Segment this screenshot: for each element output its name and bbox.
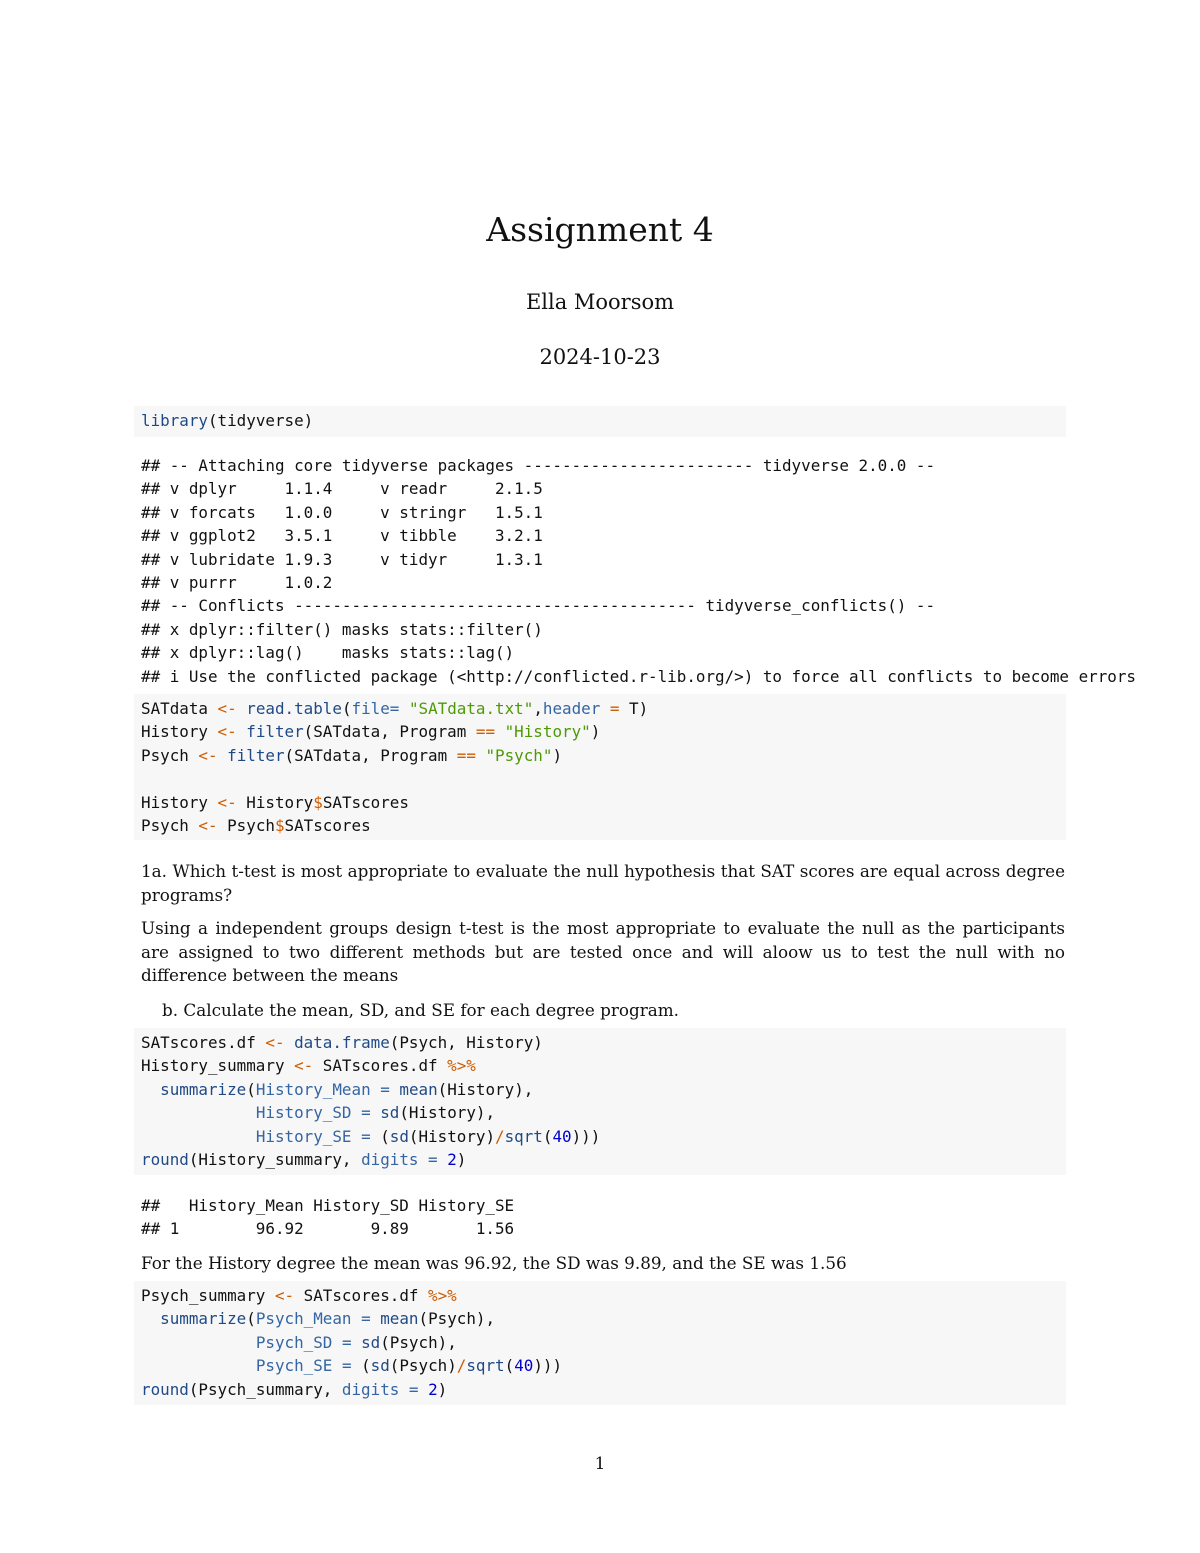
code-line: Psych_SD = sd(Psych), xyxy=(255,1332,457,1352)
history-result-text: For the History degree the mean was 96.92, the SD was 9.89, and the SE was 1.56 xyxy=(141,1253,847,1273)
code-chunk-data-load xyxy=(134,694,1066,840)
code-line: round(Psych_summary, digits = 2) xyxy=(141,1379,448,1399)
question-1a: 1a. Which t-test is most appropriate to evaluate the null hypothesis that SAT scores are equal across degree programs? xyxy=(141,861,1065,905)
code-line: SATdata <- read.table(file= "SATdata.txt",header = T) xyxy=(141,699,649,718)
code-line: SATscores.df <- data.frame(Psych, History) xyxy=(141,1033,543,1052)
document-date: 2024-10-23 xyxy=(539,345,661,369)
code-line: round(History_summary, digits = 2) xyxy=(141,1149,467,1169)
output-line: ## -- Conflicts ------------------------------------------ tidyverse_conflicts() -- xyxy=(141,596,936,616)
output-line: ## v purrr 1.0.2 xyxy=(141,572,333,592)
output-line: ## History_Mean History_SD History_SE xyxy=(141,1196,515,1215)
output-line: ## i Use the conflicted package (<http://conflicted.r-lib.org/>) to force all conflicts to become errors xyxy=(141,666,1136,686)
console-output-tidyverse xyxy=(141,454,1200,688)
code-line: History_summary <- SATscores.df %>% xyxy=(141,1056,476,1076)
code-line: History_SD = sd(History), xyxy=(255,1103,496,1123)
code-line: History <- History$SATscores xyxy=(141,792,409,812)
code-line: Psych_SE = (sd(Psych)/sqrt(40))) xyxy=(255,1356,563,1376)
output-line: ## v lubridate 1.9.3 v tidyr 1.3.1 xyxy=(141,549,543,569)
page-number: 1 xyxy=(594,1454,606,1474)
code-line-blank xyxy=(141,767,1066,790)
output-line: ## x dplyr::filter() masks stats::filter() xyxy=(141,619,543,639)
code-line: History_SE = (sd(History)/sqrt(40))) xyxy=(255,1126,601,1146)
code-line: Psych <- Psych$SATscores xyxy=(141,815,371,835)
code-line: library(tidyverse) xyxy=(141,411,314,430)
output-line: ## -- Attaching core tidyverse packages ------------------------ tidyverse 2.0.0 -- xyxy=(141,456,936,475)
document-title: Assignment 4 xyxy=(486,210,714,249)
output-line: ## v forcats 1.0.0 v stringr 1.5.1 xyxy=(141,502,543,522)
author-name: Ella Moorsom xyxy=(525,290,675,314)
code-line: summarize(Psych_Mean = mean(Psych), xyxy=(160,1309,496,1329)
code-chunk-history-summary xyxy=(134,1028,1066,1175)
console-output-history-summary xyxy=(141,1194,1200,1241)
code-line: History <- filter(SATdata, Program == "History") xyxy=(141,722,601,742)
output-line: ## x dplyr::lag() masks stats::lag() xyxy=(141,643,515,663)
code-chunk-library xyxy=(134,406,1066,437)
code-line: Psych_summary <- SATscores.df %>% xyxy=(141,1286,457,1305)
output-line: ## 1 96.92 9.89 1.56 xyxy=(141,1219,515,1239)
output-line: ## v dplyr 1.1.4 v readr 2.1.5 xyxy=(141,479,543,499)
code-line: summarize(History_Mean = mean(History), xyxy=(160,1079,534,1099)
code-line: Psych <- filter(SATdata, Program == "Psych") xyxy=(141,745,563,765)
answer-1a: Using a independent groups design t-test is the most appropriate to evaluate the null as the participants are assigned to two different methods but are tested once and will aloow us to test the null with no difference between the means xyxy=(141,918,1065,985)
code-chunk-psych-summary xyxy=(134,1281,1066,1405)
question-1b: b. Calculate the mean, SD, and SE for each degree program. xyxy=(162,1000,680,1020)
output-line: ## v ggplot2 3.5.1 v tibble 3.2.1 xyxy=(141,526,543,546)
